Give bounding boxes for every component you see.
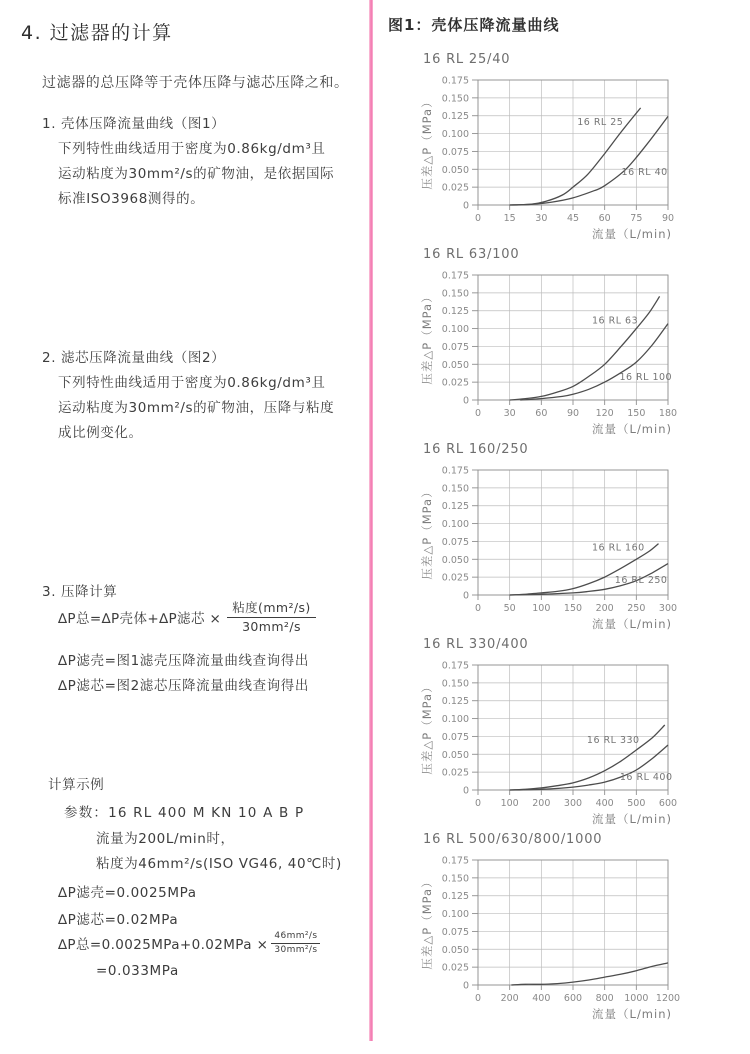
x-tick-label: 0 xyxy=(474,213,482,224)
x-tick-label: 300 xyxy=(563,798,583,809)
x-tick-label: 0 xyxy=(474,408,482,419)
example-total-lhs: ∆P总=0.0025MPa+0.02MPa × xyxy=(58,937,269,954)
y-tick-label: 0.050 xyxy=(441,164,469,176)
y-axis-label: 压差△P（MPa） xyxy=(420,95,434,190)
x-tick-label: 100 xyxy=(532,603,551,614)
formula-lhs: ∆P总=∆P壳体+∆P滤芯 × xyxy=(58,611,222,628)
x-tick-label: 500 xyxy=(627,798,646,809)
x-axis-label: 流量（L/min) xyxy=(592,1007,672,1021)
formula-note: ∆P滤壳=图1滤壳压降流量曲线查询得出 xyxy=(58,653,309,669)
x-tick-label: 300 xyxy=(658,603,678,614)
x-tick-label: 30 xyxy=(535,213,548,224)
chart-svg xyxy=(415,850,745,1028)
x-tick-label: 200 xyxy=(532,798,551,809)
example-total-fraction xyxy=(271,931,320,956)
y-tick-label: 0.075 xyxy=(441,341,469,353)
x-tick-label: 180 xyxy=(658,408,678,419)
y-tick-label: 0 xyxy=(462,395,469,407)
example-heading: 计算示例 xyxy=(48,777,105,793)
fraction-numerator: 粘度(mm²/s) xyxy=(227,600,315,618)
y-tick-label: 0.150 xyxy=(441,678,469,690)
section-2-line: 成比例变化。 xyxy=(58,425,143,441)
y-tick-label: 0.050 xyxy=(441,554,469,566)
y-tick-label: 0.150 xyxy=(441,93,469,105)
example-result: =0.033MPa xyxy=(96,963,179,979)
curve-label: 16 RL 160 xyxy=(592,542,645,554)
chart-16rl-160-250 xyxy=(385,442,745,638)
chart-title: 16 RL 330/400 xyxy=(423,637,529,652)
section-1-line: 运动粘度为30mm²/s的矿物油，是依据国际 xyxy=(58,166,335,182)
example-total xyxy=(58,931,320,956)
x-tick-label: 0 xyxy=(474,603,482,614)
y-tick-label: 0.025 xyxy=(441,572,469,584)
chart-title: 16 RL 25/40 xyxy=(423,52,511,67)
y-tick-label: 0.175 xyxy=(441,660,469,672)
x-tick-label: 200 xyxy=(595,603,614,614)
y-tick-label: 0 xyxy=(462,590,469,602)
y-tick-label: 0.075 xyxy=(441,731,469,743)
x-tick-label: 100 xyxy=(500,798,519,809)
chart-16rl-63-100 xyxy=(385,247,745,443)
y-tick-label: 0 xyxy=(462,200,469,212)
curve-label: 16 RL 250 xyxy=(614,574,668,586)
example-dp-line: ∆P滤壳=0.0025MPa xyxy=(58,885,197,901)
y-tick-label: 0.100 xyxy=(441,324,469,336)
x-tick-label: 15 xyxy=(503,213,516,224)
y-tick-label: 0.125 xyxy=(441,111,469,123)
curve-label: 16 RL 63 xyxy=(592,315,639,327)
x-tick-label: 0 xyxy=(474,993,482,1004)
section-2-line: 下列特性曲线适用于密度为0.86kg/dm³且 xyxy=(58,375,326,391)
x-tick-label: 400 xyxy=(595,798,614,809)
section-1-line: 下列特性曲线适用于密度为0.86kg/dm³且 xyxy=(58,141,326,157)
y-tick-label: 0.125 xyxy=(441,501,469,513)
chart-title: 16 RL 500/630/800/1000 xyxy=(423,832,603,847)
x-tick-label: 0 xyxy=(474,798,482,809)
y-axis-label: 压差△P（MPa） xyxy=(420,485,434,580)
page-title: 4. 过滤器的计算 xyxy=(21,22,173,44)
section-1-heading: 1. 壳体压降流量曲线（图1） xyxy=(42,116,226,132)
example-line: 粘度为46mm²/s(ISO VG46, 40℃时) xyxy=(96,856,342,872)
chart-title: 16 RL 63/100 xyxy=(423,247,520,262)
y-tick-label: 0.050 xyxy=(441,749,469,761)
x-axis-label: 流量（L/min) xyxy=(592,812,672,826)
y-tick-label: 0.100 xyxy=(441,519,469,531)
curve-label: 16 RL 400 xyxy=(619,772,673,783)
chart-svg xyxy=(415,460,745,638)
figure-caption: 图1：壳体压降流量曲线 xyxy=(388,16,560,34)
x-tick-label: 90 xyxy=(661,213,675,224)
section-1-line: 标准ISO3968测得的。 xyxy=(58,191,205,207)
y-tick-label: 0.175 xyxy=(441,270,469,282)
y-tick-label: 0.050 xyxy=(441,944,469,956)
x-tick-label: 50 xyxy=(503,603,516,614)
y-axis-label: 压差△P（MPa） xyxy=(420,290,434,385)
y-tick-label: 0.075 xyxy=(441,146,469,158)
chart-svg xyxy=(415,655,745,833)
x-axis-label: 流量（L/min) xyxy=(592,617,672,631)
y-tick-label: 0.175 xyxy=(441,465,469,477)
y-tick-label: 0.125 xyxy=(441,891,469,903)
fraction-denominator: 30mm²/s xyxy=(242,618,301,634)
x-tick-label: 800 xyxy=(595,993,614,1004)
y-tick-label: 0 xyxy=(462,980,469,992)
x-tick-label: 60 xyxy=(535,408,548,419)
y-tick-label: 0.050 xyxy=(441,359,469,371)
curve-label: 16 RL 25 xyxy=(577,117,624,128)
x-tick-label: 90 xyxy=(566,408,580,419)
intro-text: 过滤器的总压降等于壳体压降与滤芯压降之和。 xyxy=(42,75,349,91)
chart-16rl-500-630-800-1000 xyxy=(385,832,745,1028)
y-tick-label: 0.150 xyxy=(441,483,469,495)
section-2-line: 运动粘度为30mm²/s的矿物油，压降与粘度 xyxy=(58,400,335,416)
y-tick-label: 0.125 xyxy=(441,306,469,318)
x-tick-label: 1000 xyxy=(624,993,649,1004)
y-axis-label: 压差△P（MPa） xyxy=(420,875,434,970)
pressure-curve xyxy=(511,963,668,985)
y-tick-label: 0.025 xyxy=(441,962,469,974)
pressure-curve xyxy=(520,324,668,400)
curve-label: 16 RL 40 xyxy=(621,167,668,178)
example-dp-line: ∆P滤芯=0.02MPa xyxy=(58,912,179,928)
pressure-curve xyxy=(510,296,660,400)
x-tick-label: 200 xyxy=(500,993,519,1004)
y-tick-label: 0 xyxy=(462,785,469,797)
x-axis-label: 流量（L/min) xyxy=(592,227,672,241)
example-param: 参数：16 RL 400 M KN 10 A B P xyxy=(64,805,305,821)
y-tick-label: 0.175 xyxy=(441,855,469,867)
chart-16rl-25-40 xyxy=(385,52,745,248)
y-tick-label: 0.175 xyxy=(441,75,469,87)
y-tick-label: 0.150 xyxy=(441,288,469,300)
pressure-curve xyxy=(510,116,668,205)
y-tick-label: 0.025 xyxy=(441,767,469,779)
chart-svg xyxy=(415,70,745,248)
chart-title: 16 RL 160/250 xyxy=(423,442,529,457)
x-tick-label: 250 xyxy=(627,603,646,614)
y-tick-label: 0.125 xyxy=(441,696,469,708)
y-axis-label: 压差△P（MPa） xyxy=(420,680,434,775)
x-tick-label: 120 xyxy=(595,408,614,419)
curve-label: 16 RL 330 xyxy=(586,734,640,746)
x-tick-label: 30 xyxy=(503,408,516,419)
chart-16rl-330-400 xyxy=(385,637,745,833)
chart-svg xyxy=(415,265,745,443)
y-tick-label: 0.025 xyxy=(441,377,469,389)
fraction-denominator: 30mm²/s xyxy=(274,944,318,955)
x-tick-label: 400 xyxy=(532,993,551,1004)
y-tick-label: 0.025 xyxy=(441,182,469,194)
y-tick-label: 0.075 xyxy=(441,536,469,548)
formula-fraction xyxy=(227,600,315,634)
formula-note: ∆P滤芯=图2滤芯压降流量曲线查询得出 xyxy=(58,678,309,694)
x-tick-label: 600 xyxy=(563,993,583,1004)
x-tick-label: 45 xyxy=(566,213,580,224)
x-tick-label: 150 xyxy=(627,408,646,419)
y-tick-label: 0.075 xyxy=(441,926,469,938)
x-axis-label: 流量（L/min) xyxy=(592,422,672,436)
x-tick-label: 75 xyxy=(630,213,643,224)
x-tick-label: 600 xyxy=(658,798,678,809)
example-line: 流量为200L/min时， xyxy=(96,831,235,847)
x-tick-label: 60 xyxy=(598,213,611,224)
y-tick-label: 0.150 xyxy=(441,873,469,885)
y-tick-label: 0.100 xyxy=(441,129,469,141)
x-tick-label: 1200 xyxy=(655,993,681,1004)
section-3-heading: 3. 压降计算 xyxy=(42,584,118,600)
column-divider xyxy=(369,0,373,1041)
y-tick-label: 0.100 xyxy=(441,909,469,921)
section-2-heading: 2. 滤芯压降流量曲线（图2） xyxy=(42,350,226,366)
y-tick-label: 0.100 xyxy=(441,714,469,726)
pressure-formula xyxy=(58,600,316,634)
pressure-curve xyxy=(510,745,668,790)
curve-label: 16 RL 100 xyxy=(619,372,673,383)
x-tick-label: 150 xyxy=(563,603,583,614)
fraction-numerator: 46mm²/s xyxy=(271,931,320,944)
